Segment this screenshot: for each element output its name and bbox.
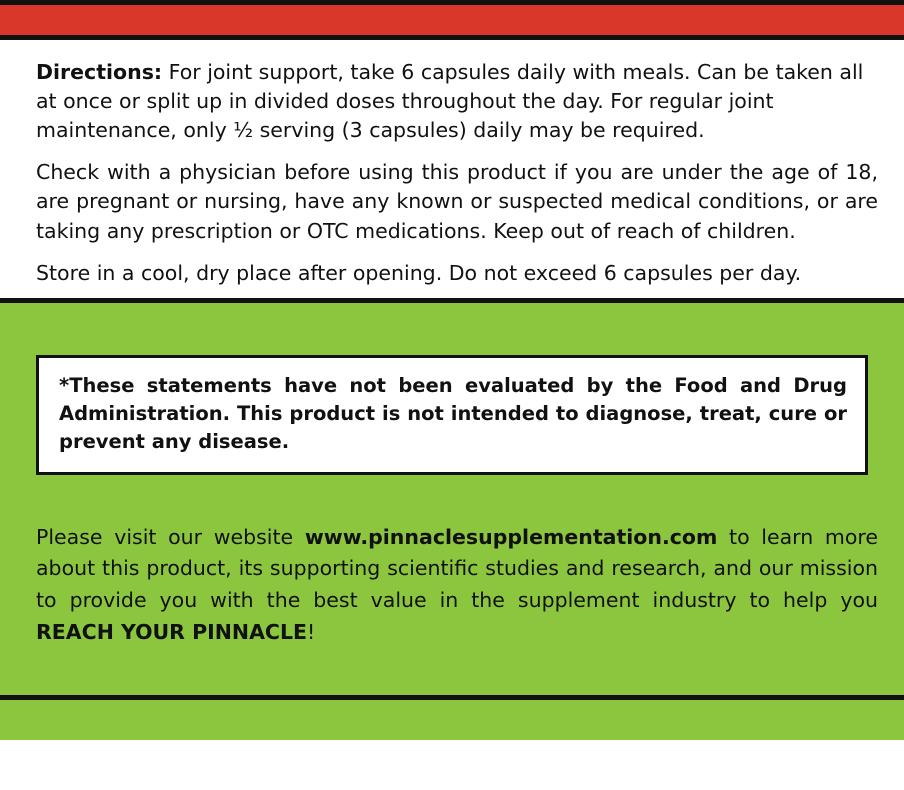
directions-paragraph-1-text: For joint support, take 6 capsules daily with meals. Can be taken all at once or split up in divided doses throughout the day. For regular joint maintenance, only ½ serving (3 capsules) daily may be required. bbox=[36, 60, 864, 143]
website-middle-text: to learn more about this product, its supporting scientific studies and research, and our mission to provide you with the best value in the supplement industry to help you bbox=[36, 524, 878, 613]
directions-paragraph-1 bbox=[36, 58, 878, 145]
tagline-punctuation: ! bbox=[307, 619, 316, 644]
red-accent-band bbox=[0, 5, 904, 35]
directions-section bbox=[0, 40, 904, 298]
green-info-section bbox=[0, 298, 904, 740]
green-footer-strip bbox=[0, 700, 904, 740]
website-lead-in-text: Please visit our website bbox=[36, 524, 305, 549]
website-url-link[interactable]: www.pinnaclesupplementation.com bbox=[304, 524, 718, 549]
tagline-text: REACH YOUR PINNACLE bbox=[36, 619, 308, 644]
website-paragraph bbox=[36, 522, 878, 649]
fda-disclaimer-text: *These statements have not been evaluated by the Food and Drug Administration. This product is not intended to diagnose, treat, cure or prevent any disease. bbox=[59, 373, 847, 454]
directions-heading: Directions: bbox=[36, 60, 163, 84]
green-panel-top-divider bbox=[0, 298, 904, 303]
directions-paragraph-2: Check with a physician before using this product if you are under the age of 18, are pregnant or nursing, have any known or suspected medical conditions, or are taking any prescription or OTC medications. Keep out of reach of children. bbox=[36, 160, 878, 243]
directions-paragraph-3: Store in a cool, dry place after opening. Do not exceed 6 capsules per day. bbox=[36, 260, 802, 285]
fda-disclaimer-box bbox=[36, 355, 868, 475]
